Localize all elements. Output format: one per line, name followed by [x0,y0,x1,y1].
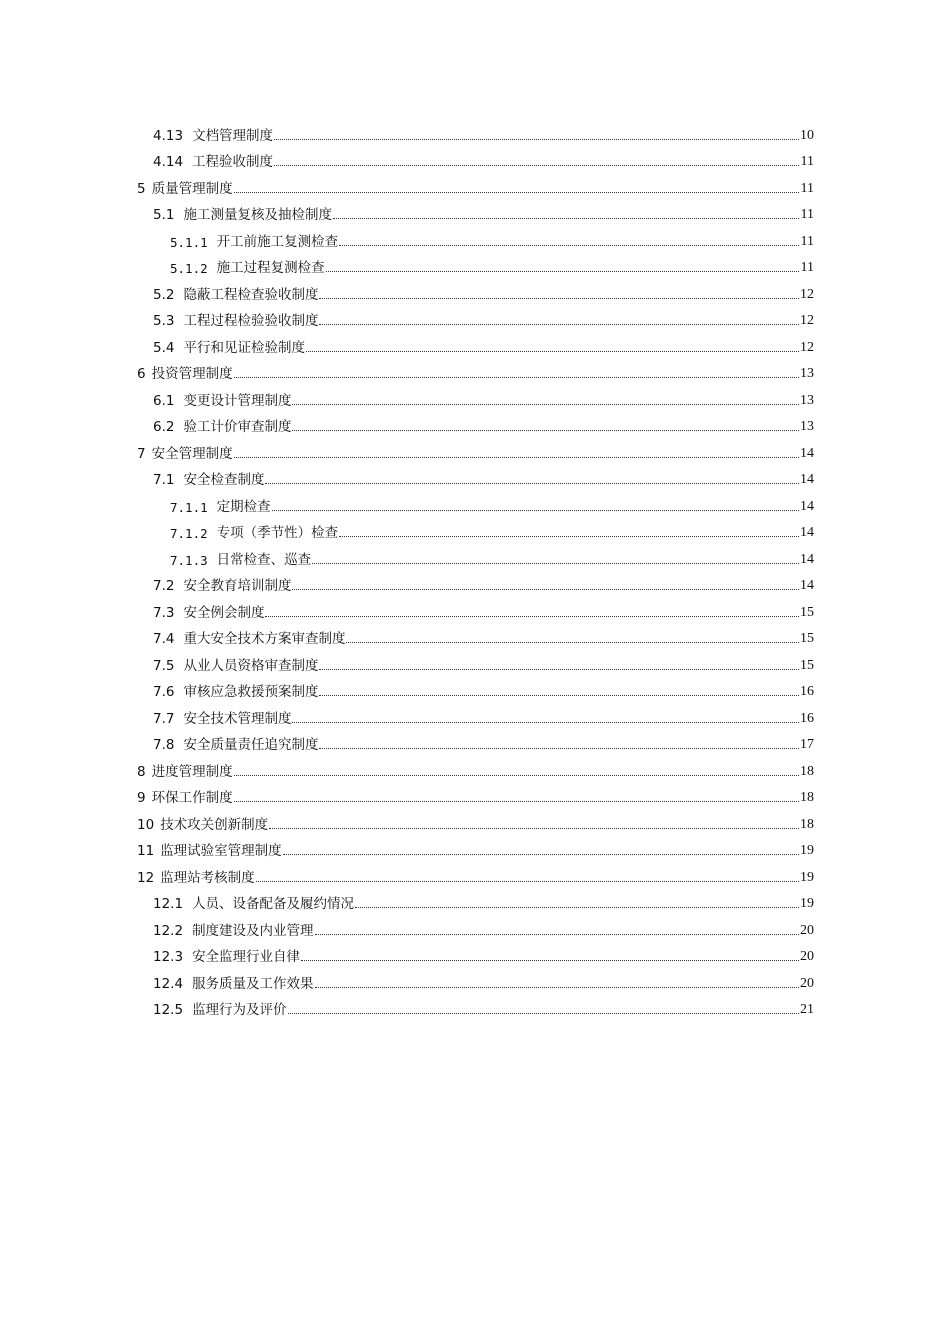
toc-dot-leader [319,298,799,299]
toc-entry[interactable] [137,700,814,727]
toc-entry-page-number: 20 [800,922,814,938]
toc-dot-leader [269,828,799,829]
toc-entry-page-number: 18 [800,763,814,779]
toc-entry-title: 安全质量责任追究制度 [183,737,319,753]
toc-entry-title: 隐蔽工程检查验收制度 [183,286,319,303]
toc-dot-leader [265,616,799,617]
toc-entry-title: 人员、设备配备及履约情况 [192,896,355,912]
toc-entry[interactable] [137,515,814,542]
toc-dot-leader [234,192,799,193]
toc-dot-leader [234,801,799,802]
toc-entry-page-number: 14 [800,525,814,540]
toc-entry-page-number: 14 [800,472,814,487]
toc-entry-page-number: 13 [800,392,814,408]
toc-entry-number: 12.4 [153,975,184,992]
toc-entry-page-number: 10 [800,127,814,143]
toc-entry-title: 安全管理制度 [151,445,233,462]
toc-entry-page-number: 11 [800,260,814,275]
toc-entry[interactable] [137,170,814,197]
toc-entry-title: 开工前施工复测检查 [216,233,339,250]
toc-entry-page-number: 15 [800,631,814,646]
toc-entry[interactable] [137,117,814,144]
toc-dot-leader [355,907,799,908]
toc-entry-title: 环保工作制度 [151,790,233,806]
toc-entry-page-number: 12 [800,286,814,302]
toc-entry[interactable] [137,382,814,409]
toc-entry[interactable] [137,965,814,992]
toc-entry-page-number: 18 [800,790,814,805]
toc-entry[interactable] [137,568,814,595]
toc-entry-number: 4.14 [153,154,184,170]
toc-dot-leader [272,510,799,511]
toc-dot-leader [333,218,799,219]
toc-entry-number: 7.5 [153,657,175,674]
toc-dot-leader [274,139,799,140]
toc-entry[interactable] [137,197,814,224]
toc-entry-number: 5.3 [153,313,175,329]
toc-entry-page-number: 14 [800,551,814,567]
toc-entry-page-number: 20 [800,949,814,964]
toc-entry-page-number: 11 [800,180,814,196]
toc-dot-leader [326,271,799,272]
toc-entry-number: 7.6 [153,684,175,700]
toc-entry-page-number: 11 [800,207,814,222]
toc-entry-title: 安全例会制度 [183,604,265,621]
toc-entry-page-number: 15 [800,604,814,620]
toc-entry-page-number: 14 [800,578,814,593]
toc-entry-title: 工程过程检验验收制度 [183,313,319,329]
toc-entry-number: 6 [137,366,146,382]
toc-entry[interactable] [137,621,814,648]
toc-entry-title: 施工过程复测检查 [216,260,325,276]
table-of-contents [137,117,814,1018]
toc-dot-leader [292,589,799,590]
toc-entry-number: 12 [137,869,155,886]
toc-entry-title: 平行和见证检验制度 [183,339,305,356]
toc-entry-page-number: 11 [800,233,814,249]
toc-entry-number: 5 [137,180,146,197]
toc-entry[interactable] [137,806,814,833]
toc-entry-number: 7.1.3 [170,552,208,568]
toc-dot-leader [315,987,799,988]
toc-dot-leader [283,854,799,855]
toc-entry-number: 7.8 [153,737,175,753]
toc-entry-page-number: 16 [800,710,814,726]
toc-entry[interactable] [137,488,814,515]
toc-entry-page-number: 14 [800,498,814,514]
toc-dot-leader [312,563,799,564]
toc-entry-page-number: 18 [800,816,814,832]
toc-entry-title: 监理站考核制度 [160,869,255,886]
toc-entry[interactable] [137,356,814,383]
toc-entry-number: 5.1.1 [170,234,208,250]
toc-entry-title: 服务质量及工作效果 [192,975,314,992]
toc-entry[interactable] [137,859,814,886]
toc-entry[interactable] [137,303,814,330]
toc-entry-title: 安全监理行业自律 [192,949,301,965]
toc-entry-page-number: 21 [800,1002,814,1017]
toc-entry[interactable] [137,753,814,780]
toc-entry-number: 6.1 [153,392,175,409]
toc-dot-leader [319,748,799,749]
toc-entry-title: 专项（季节性）检查 [216,525,339,541]
toc-entry-number: 6.2 [153,419,175,435]
toc-entry[interactable] [137,435,814,462]
toc-dot-leader [292,722,799,723]
toc-entry-number: 12.3 [153,949,184,965]
toc-entry-page-number: 16 [800,684,814,699]
toc-dot-leader [339,536,799,537]
toc-entry-number: 11 [137,843,155,859]
toc-dot-leader [319,695,799,696]
toc-dot-leader [339,245,799,246]
toc-entry-page-number: 13 [800,419,814,434]
toc-entry-number: 4.13 [153,127,184,144]
toc-entry-number: 7.3 [153,604,175,621]
toc-entry-title: 监理行为及评价 [192,1002,287,1018]
toc-entry-number: 7.2 [153,578,175,594]
toc-entry-title: 验工计价审查制度 [183,419,292,435]
toc-entry[interactable] [137,912,814,939]
toc-entry-page-number: 13 [800,366,814,381]
toc-entry[interactable] [137,992,814,1019]
toc-entry-title: 技术攻关创新制度 [160,816,269,833]
toc-entry-page-number: 11 [800,154,814,169]
toc-dot-leader [234,457,799,458]
toc-entry-title: 监理试验室管理制度 [160,843,282,859]
toc-entry-number: 10 [137,816,155,833]
toc-entry-title: 重大安全技术方案审查制度 [183,631,346,647]
toc-entry[interactable] [137,329,814,356]
toc-entry-title: 从业人员资格审查制度 [183,657,319,674]
toc-dot-leader [319,324,799,325]
toc-entry-title: 制度建设及内业管理 [192,922,314,939]
toc-entry[interactable] [137,276,814,303]
toc-entry-number: 7.1 [153,472,175,488]
toc-entry-number: 12.5 [153,1002,184,1018]
toc-entry-number: 7.1.1 [170,499,208,515]
toc-dot-leader [234,775,799,776]
toc-entry-title: 变更设计管理制度 [183,392,292,409]
toc-entry-title: 质量管理制度 [151,180,233,197]
toc-entry-number: 8 [137,763,146,780]
toc-entry-number: 7.4 [153,631,175,647]
toc-dot-leader [306,351,799,352]
toc-entry[interactable] [137,250,814,277]
toc-entry-number: 7.1.2 [170,526,208,541]
toc-dot-leader [292,430,799,431]
toc-dot-leader [234,377,799,378]
toc-entry-title: 进度管理制度 [151,763,233,780]
toc-entry-page-number: 15 [800,657,814,673]
toc-dot-leader [265,483,799,484]
toc-entry[interactable] [137,727,814,754]
toc-entry-number: 7 [137,445,146,462]
toc-entry-number: 12.2 [153,922,184,939]
toc-entry-title: 安全教育培训制度 [183,578,292,594]
toc-dot-leader [292,404,799,405]
toc-dot-leader [301,960,799,961]
toc-entry-number: 9 [137,790,146,806]
toc-entry-page-number: 19 [800,843,814,858]
toc-entry[interactable] [137,647,814,674]
toc-entry-number: 7.7 [153,710,175,727]
toc-entry[interactable] [137,833,814,860]
toc-entry[interactable] [137,674,814,701]
toc-entry-title: 安全技术管理制度 [183,710,292,727]
toc-dot-leader [346,642,799,643]
toc-entry-title: 施工测量复核及抽检制度 [183,207,332,223]
toc-dot-leader [315,934,799,935]
toc-entry-title: 投资管理制度 [151,366,233,382]
toc-entry[interactable] [137,780,814,807]
toc-entry-number: 5.2 [153,286,175,303]
toc-entry-page-number: 12 [800,313,814,328]
toc-entry[interactable] [137,886,814,913]
toc-entry-page-number: 12 [800,339,814,355]
toc-entry[interactable] [137,409,814,436]
toc-entry-page-number: 14 [800,445,814,461]
toc-entry[interactable] [137,541,814,568]
toc-dot-leader [274,165,799,166]
toc-entry-number: 5.1.2 [170,261,208,276]
toc-dot-leader [256,881,799,882]
toc-entry[interactable] [137,939,814,966]
toc-entry[interactable] [137,462,814,489]
toc-entry[interactable] [137,144,814,171]
toc-entry-page-number: 19 [800,869,814,885]
toc-entry-page-number: 17 [800,737,814,752]
toc-dot-leader [319,669,799,670]
toc-entry-title: 工程验收制度 [192,154,274,170]
toc-entry-page-number: 20 [800,975,814,991]
toc-entry-title: 日常检查、巡查 [216,551,312,568]
toc-entry-title: 安全检查制度 [183,472,265,488]
toc-entry-number: 5.1 [153,207,175,223]
toc-dot-leader [288,1013,799,1014]
toc-entry[interactable] [137,594,814,621]
toc-entry-number: 5.4 [153,339,175,356]
toc-entry-title: 审核应急救援预案制度 [183,684,319,700]
toc-entry-title: 定期检查 [216,498,271,515]
toc-entry[interactable] [137,223,814,250]
toc-entry-page-number: 19 [800,896,814,911]
toc-entry-number: 12.1 [153,896,184,912]
toc-entry-title: 文档管理制度 [192,127,274,144]
